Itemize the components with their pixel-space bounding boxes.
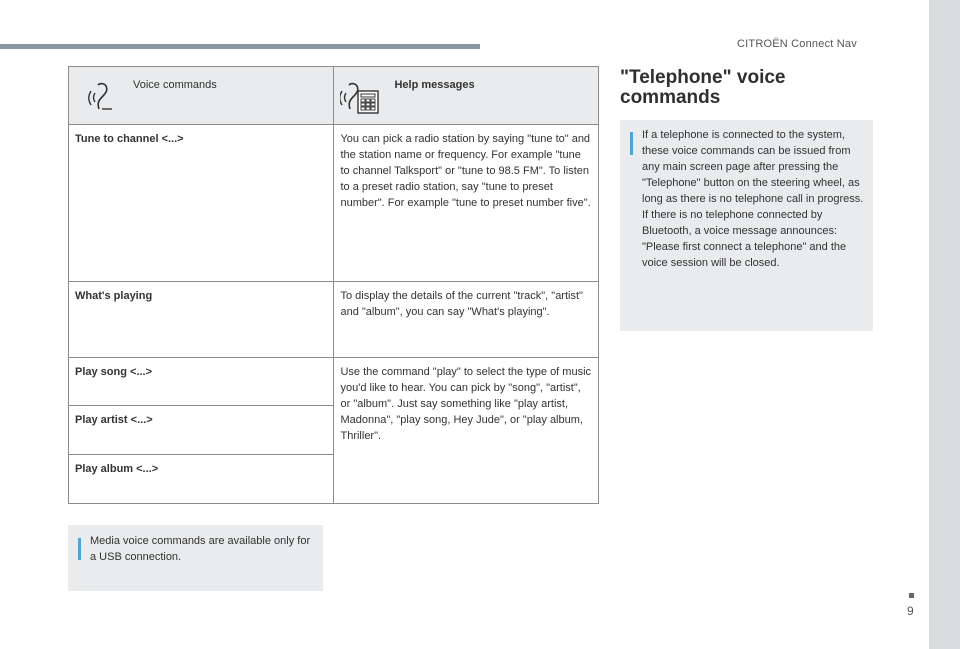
help-message-icon xyxy=(340,79,380,115)
telephone-section-title: "Telephone" voice commands xyxy=(620,67,786,108)
table-row xyxy=(69,358,599,406)
brand-header: CITROËN Connect Nav xyxy=(737,38,857,50)
table-row xyxy=(69,125,599,282)
info-icon xyxy=(630,132,633,155)
command-cell: What's playing xyxy=(69,282,334,358)
command-cell: Play song <...> xyxy=(69,358,334,406)
media-note-text: Media voice commands are available only for a USB connection. xyxy=(90,535,311,563)
command-cell: Play artist <...> xyxy=(69,406,334,455)
page-number: 9 xyxy=(907,604,914,618)
voice-commands-table xyxy=(68,66,599,504)
media-info-note xyxy=(68,525,323,591)
table-header-row xyxy=(69,67,599,125)
info-icon xyxy=(78,538,81,560)
page-edge-strip xyxy=(929,0,960,649)
header-help-messages-label: Help messages xyxy=(394,79,475,91)
command-cell: Play album <...> xyxy=(69,455,334,504)
telephone-info-note xyxy=(620,120,873,331)
command-cell: Tune to channel <...> xyxy=(69,125,334,282)
header-voice-commands-label: Voice commands xyxy=(133,79,217,91)
telephone-note-para1: If a telephone is connected to the system, these voice commands can be issued from any main screen page after pressing the "Telephone" button on the steering wheel, as long as there is no telephone call in progress. xyxy=(642,129,864,205)
table-row xyxy=(69,282,599,358)
header-help-messages xyxy=(334,67,599,125)
help-cell: To display the details of the current "track", "artist" and "album", you can say "What's playing". xyxy=(334,282,599,358)
page-marker xyxy=(909,593,914,598)
header-voice-commands xyxy=(69,67,334,125)
voice-command-icon xyxy=(87,81,121,113)
telephone-note-para2: If there is no telephone connected by Bluetooth, a voice message announces: "Please first connect a telephone" and the voice session will be closed. xyxy=(642,209,847,269)
help-cell: You can pick a radio station by saying "tune to" and the station name or frequency. For example "tune to channel Talksport" or "tune to 98.5 FM". To listen to a preset radio station, say "tune to preset number". For example "tune to preset number five". xyxy=(334,125,599,282)
help-cell: Use the command "play" to select the type of music you'd like to hear. You can pick by "song", "artist", or "album". Just say something like "play artist, Madonna", "play song, Hey Jude", or "play album, Thriller". xyxy=(334,358,599,504)
header-rule xyxy=(0,44,480,49)
